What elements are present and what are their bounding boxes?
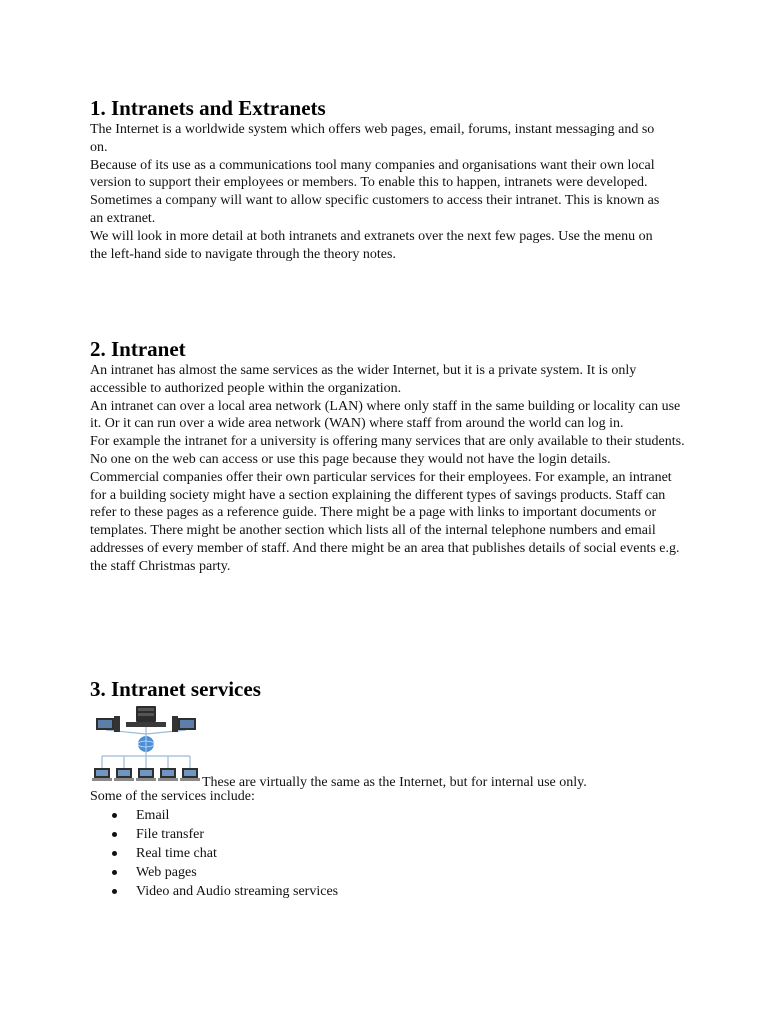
services-intro: Some of the services include: bbox=[90, 789, 255, 804]
bullet-icon bbox=[112, 870, 117, 875]
list-item-label: File transfer bbox=[136, 826, 205, 842]
section-intranet-services bbox=[90, 676, 690, 901]
list-item bbox=[90, 825, 690, 844]
paragraph: Commercial companies offer their own particular services for their employees. For example, an intranet for a building society might have a section explaining the different types of savings products. Staff can refer to these pages as a reference guide. There might be a page with links to important documents or templates. There might be another section which lists all of the internal telephone numbers and email addresses of every member of staff. And there might be an area that publishes details of social events e.g. the staff Christmas party. bbox=[90, 469, 680, 574]
list-item-label: Web pages bbox=[136, 864, 197, 880]
bullet-icon bbox=[112, 832, 117, 837]
list-item-label: Video and Audio streaming services bbox=[136, 883, 339, 899]
section-intranets-extranets bbox=[90, 95, 670, 263]
paragraph: An intranet can over a local area network (LAN) where only staff in the same building or locality can use it. Or it can run over a wide area network (WAN) where staff from around the world can log in. bbox=[90, 398, 681, 432]
section-intranet bbox=[90, 336, 690, 576]
list-item bbox=[90, 844, 690, 863]
services-list bbox=[90, 806, 690, 901]
paragraph: The Internet is a worldwide system which offers web pages, email, forums, instant messaging and so on. bbox=[90, 122, 655, 155]
image-with-caption bbox=[90, 704, 690, 788]
section-heading: 2. Intranet bbox=[90, 337, 186, 361]
bullet-icon bbox=[112, 889, 117, 894]
bullet-icon bbox=[112, 813, 117, 818]
paragraph: Because of its use as a communications tool many companies and organisations want their own local version to support their employees or members. To enable this to happen, intranets were developed. bbox=[90, 157, 655, 191]
paragraph: Sometimes a company will want to allow specific customers to access their intranet. This is known as an extranet. bbox=[90, 193, 660, 226]
paragraph: We will look in more detail at both intranets and extranets over the next few pages. Use the menu on the left-hand side to navigate through the theory notes. bbox=[90, 228, 653, 262]
image-caption: These are virtually the same as the Internet, but for internal use only. bbox=[202, 775, 587, 790]
list-item-label: Real time chat bbox=[136, 845, 217, 861]
paragraph: For example the intranet for a university is offering many services that are only available to their students. No one on the web can access or use this page because they would not have the login details. bbox=[90, 434, 685, 467]
paragraph: An intranet has almost the same services as the wider Internet, but it is a private system. It is only accessible to authorized people within the organization. bbox=[90, 363, 637, 396]
list-item bbox=[90, 806, 690, 825]
network-diagram-image bbox=[90, 704, 202, 786]
section-heading: 3. Intranet services bbox=[90, 677, 261, 701]
list-item bbox=[90, 882, 690, 901]
list-item bbox=[90, 863, 690, 882]
section-heading: 1. Intranets and Extranets bbox=[90, 96, 326, 120]
bullet-icon bbox=[112, 851, 117, 856]
list-item-label: Email bbox=[136, 807, 170, 823]
